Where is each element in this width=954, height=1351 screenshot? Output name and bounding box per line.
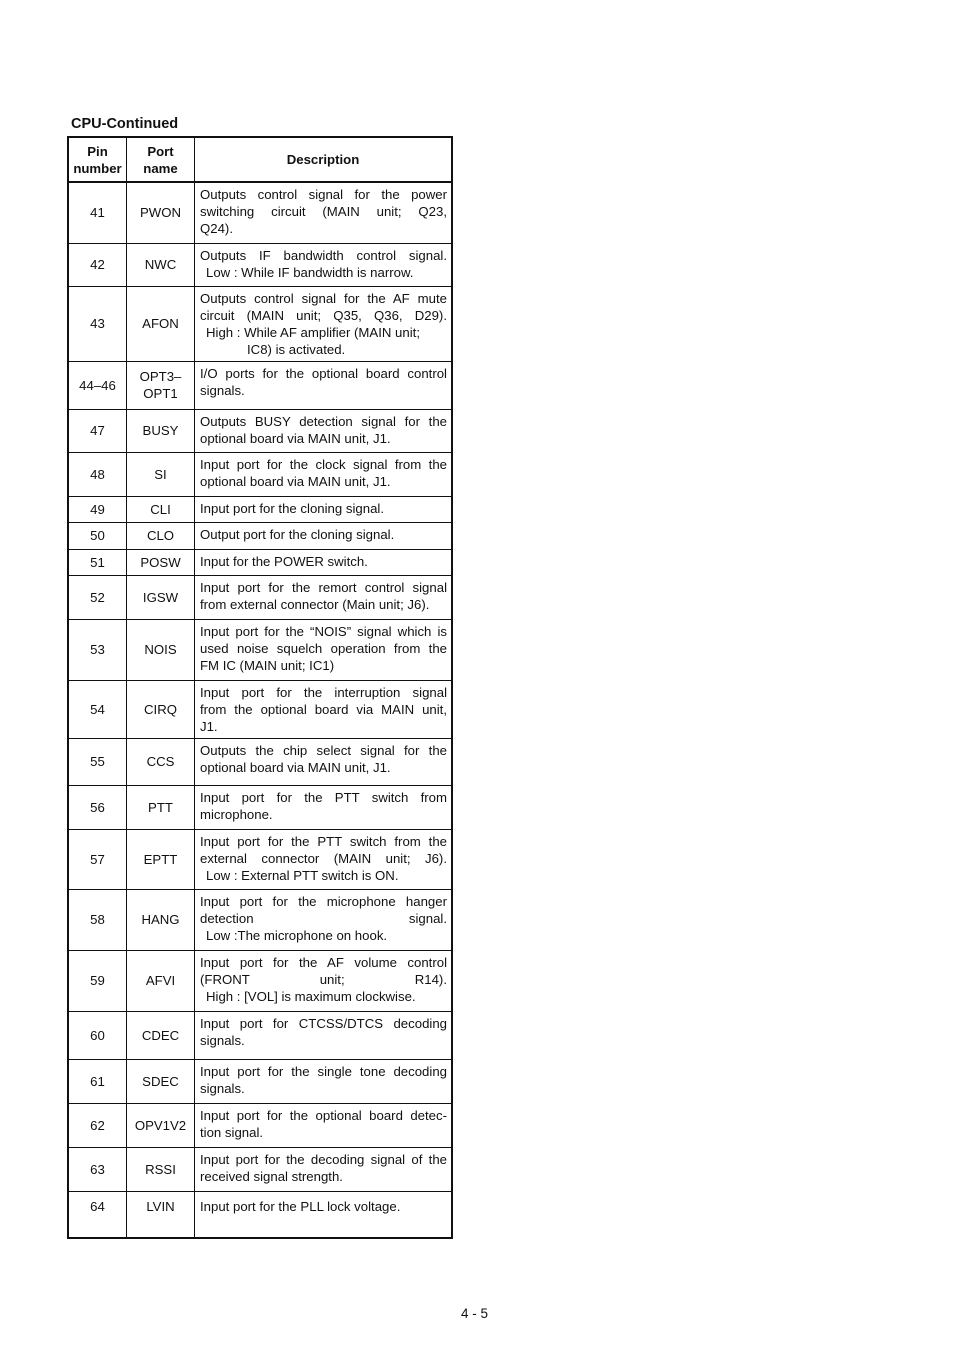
port-name-cell — [127, 680, 195, 738]
description-line: signals. — [200, 1032, 245, 1048]
pin-number-cell: 52 — [68, 575, 127, 619]
port-name-cell — [127, 549, 195, 575]
description-line: signals. — [200, 1080, 245, 1096]
description-cell — [195, 1011, 453, 1059]
port-name-cell — [127, 785, 195, 829]
table-row — [68, 950, 452, 1011]
description-cell — [195, 182, 453, 243]
description-cell — [195, 286, 453, 361]
description-line: Outputs the chip select signal for the — [200, 742, 447, 758]
pin-number-cell: 58 — [68, 889, 127, 950]
port-name-cell — [127, 182, 195, 243]
port-name-cell — [127, 950, 195, 1011]
description-line: switching circuit (MAIN unit; Q23, — [200, 204, 447, 219]
description-line: IC8) is activated. — [247, 341, 346, 357]
description-line: FM IC (MAIN unit; IC1) — [200, 657, 335, 673]
description-line: used noise squelch operation from the — [200, 640, 447, 656]
pin-number-cell: 49 — [68, 496, 127, 522]
port-name-line: NOIS — [144, 642, 177, 657]
description-line: optional board via MAIN unit, J1. — [200, 759, 391, 775]
port-name-line: OPT3– — [139, 369, 182, 384]
port-name-line: CCS — [146, 754, 175, 769]
section-title: CPU-Continued — [71, 116, 179, 132]
port-name-cell — [127, 1103, 195, 1147]
description-line: Outputs control signal for the AF mute — [200, 290, 447, 306]
port-name-line: SI — [154, 466, 167, 482]
description-line: Input port for the PTT switch from the — [200, 833, 447, 849]
description-line: High : [VOL] is maximum clockwise. — [206, 988, 416, 1004]
table-row — [68, 575, 452, 619]
port-name-cell — [127, 409, 195, 452]
description-cell — [195, 1191, 453, 1238]
port-name-line: PWON — [139, 205, 182, 221]
description-line: tion signal. — [200, 1124, 264, 1140]
description-cell — [195, 575, 453, 619]
pin-number-cell: 59 — [68, 950, 127, 1011]
description-line: Input port for the clock signal from the — [200, 456, 447, 472]
port-name-line: AFON — [142, 316, 179, 331]
table-row — [68, 452, 452, 496]
table-row — [68, 1191, 452, 1238]
description-cell — [195, 496, 453, 522]
description-line: Q24). — [200, 221, 233, 236]
description-cell — [195, 243, 453, 286]
pin-number-cell: 61 — [68, 1059, 127, 1103]
port-name-line: OPT1 — [143, 386, 178, 401]
port-name-header: Port name — [127, 137, 195, 182]
table-row — [68, 680, 452, 738]
description-line: from external connector (Main unit; J6). — [200, 596, 430, 612]
description-line: Low : External PTT switch is ON. — [206, 867, 399, 883]
table-row — [68, 496, 452, 522]
pin-number-cell: 53 — [68, 619, 127, 680]
table-row — [68, 738, 452, 785]
pin-number-cell: 44–46 — [68, 361, 127, 409]
description-line: Input port for the PTT switch from — [200, 789, 447, 805]
table-row — [68, 889, 452, 950]
port-name-line: HANG — [141, 912, 180, 927]
pin-number-cell: 54 — [68, 680, 127, 738]
description-line: circuit (MAIN unit; Q35, Q36, D29). — [200, 307, 447, 323]
pin-number-cell: 47 — [68, 409, 127, 452]
description-line: microphone. — [200, 806, 273, 822]
port-name-line: BUSY — [142, 423, 179, 438]
table-row — [68, 829, 452, 889]
description-line: High : While AF amplifier (MAIN unit; — [206, 324, 420, 340]
port-name-cell — [127, 1147, 195, 1191]
description-line: Input port for the cloning signal. — [200, 500, 385, 516]
table-row — [68, 1103, 452, 1147]
description-line: Input port for the single tone decoding — [200, 1063, 447, 1079]
table-body — [68, 182, 452, 1238]
table-row — [68, 243, 452, 286]
pin-number-header: Pin number — [68, 137, 127, 182]
port-name-line: RSSI — [145, 1161, 176, 1177]
pin-number-cell: 51 — [68, 549, 127, 575]
pin-number-cell: 56 — [68, 785, 127, 829]
description-cell — [195, 889, 453, 950]
description-line: Input port for the optional board detec- — [200, 1107, 447, 1123]
description-cell — [195, 829, 453, 889]
pin-number-cell: 48 — [68, 452, 127, 496]
table-row — [68, 182, 452, 243]
port-name-line: IGSW — [142, 589, 179, 605]
description-line: signals. — [200, 382, 245, 398]
description-cell — [195, 522, 453, 549]
description-line: Input port for the decoding signal of the — [200, 1151, 447, 1167]
port-name-cell — [127, 575, 195, 619]
pin-number-cell: 63 — [68, 1147, 127, 1191]
pin-number-cell: 43 — [68, 286, 127, 361]
description-line: Input port for the remort control signal — [200, 579, 447, 595]
pin-number-cell: 62 — [68, 1103, 127, 1147]
description-line: Input for the POWER switch. — [200, 553, 368, 569]
description-line: Input port for the AF volume control — [200, 954, 447, 970]
port-name-line: OPV1V2 — [134, 1117, 187, 1133]
description-cell — [195, 738, 453, 785]
table-row — [68, 286, 452, 361]
port-name-cell — [127, 829, 195, 889]
description-cell — [195, 549, 453, 575]
description-header: Description — [195, 137, 453, 182]
description-line: Low :The microphone on hook. — [206, 927, 388, 943]
page-number: 4 - 5 — [461, 1306, 489, 1321]
port-name-cell — [127, 1191, 195, 1238]
port-name-line: CDEC — [141, 1027, 180, 1043]
description-line: Input port for the “NOIS” signal which is — [200, 623, 447, 639]
description-line: Input port for the interruption signal — [200, 684, 447, 700]
description-line: Output port for the cloning signal. — [200, 526, 395, 542]
description-line: Low : While IF bandwidth is narrow. — [206, 264, 414, 280]
cpu-pin-table — [67, 136, 453, 1239]
description-cell — [195, 785, 453, 829]
port-name-cell — [127, 243, 195, 286]
description-line: received signal strength. — [200, 1168, 343, 1184]
description-line: optional board via MAIN unit, J1. — [200, 430, 391, 446]
table-row — [68, 1147, 452, 1191]
description-line: external connector (MAIN unit; J6). — [200, 850, 447, 866]
port-name-cell — [127, 889, 195, 950]
description-line: (FRONT unit; R14). — [200, 971, 447, 987]
port-name-line: NWC — [144, 257, 177, 272]
table-row — [68, 522, 452, 549]
description-line: Input port for the PLL lock voltage. — [200, 1198, 401, 1214]
description-cell — [195, 619, 453, 680]
pin-number-cell: 64 — [68, 1191, 127, 1238]
description-cell — [195, 1059, 453, 1103]
description-line: I/O ports for the optional board control — [200, 365, 447, 381]
port-name-line: SDEC — [142, 1073, 179, 1089]
description-cell — [195, 680, 453, 738]
description-cell — [195, 1103, 453, 1147]
port-name-cell — [127, 1011, 195, 1059]
description-cell — [195, 950, 453, 1011]
table-row — [68, 1059, 452, 1103]
port-name-line: CIRQ — [144, 701, 177, 717]
description-line: Input port for CTCSS/DTCS decoding — [200, 1015, 447, 1031]
description-cell — [195, 409, 453, 452]
port-name-line: CLI — [150, 501, 171, 517]
pin-number-cell: 41 — [68, 182, 127, 243]
description-cell — [195, 361, 453, 409]
table-row — [68, 549, 452, 575]
table-row — [68, 619, 452, 680]
pin-number-cell: 50 — [68, 522, 127, 549]
pin-number-cell: 57 — [68, 829, 127, 889]
description-line: detection signal. — [200, 910, 447, 926]
table-header-row — [68, 137, 452, 182]
table-row — [68, 409, 452, 452]
port-name-cell — [127, 452, 195, 496]
description-cell — [195, 452, 453, 496]
port-name-line: PTT — [148, 799, 173, 815]
port-name-cell — [127, 361, 195, 409]
pin-number-cell: 42 — [68, 243, 127, 286]
port-name-cell — [127, 738, 195, 785]
port-name-line: CLO — [146, 528, 175, 543]
description-cell — [195, 1147, 453, 1191]
port-name-line: LVIN — [146, 1198, 175, 1214]
description-line: Input port for the microphone hanger — [200, 893, 447, 909]
port-name-line: EPTT — [143, 851, 178, 867]
description-line: Outputs BUSY detection signal for the — [200, 413, 447, 429]
port-name-cell — [127, 496, 195, 522]
port-name-line: POSW — [140, 554, 181, 570]
table-row — [68, 1011, 452, 1059]
port-name-cell — [127, 619, 195, 680]
table-row — [68, 361, 452, 409]
port-name-cell — [127, 522, 195, 549]
pin-number-cell: 55 — [68, 738, 127, 785]
table-row — [68, 785, 452, 829]
description-line: Outputs IF bandwidth control signal. — [200, 247, 447, 263]
port-name-cell — [127, 286, 195, 361]
description-line: Outputs control signal for the power — [200, 187, 447, 202]
port-name-cell — [127, 1059, 195, 1103]
description-line: from the optional board via MAIN unit, — [200, 701, 447, 717]
description-line: J1. — [200, 718, 218, 734]
port-name-line: AFVI — [145, 973, 176, 988]
pin-number-cell: 60 — [68, 1011, 127, 1059]
description-line: optional board via MAIN unit, J1. — [200, 473, 391, 489]
